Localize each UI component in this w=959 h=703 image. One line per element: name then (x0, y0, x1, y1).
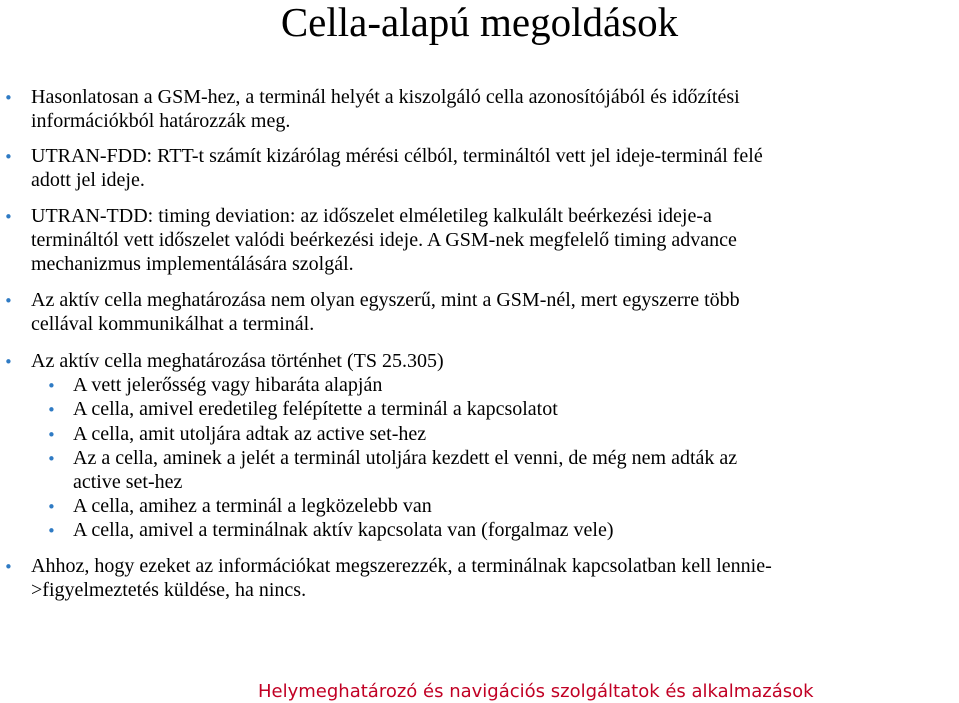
sub-bullet-marker: • (47, 522, 56, 540)
sub-item-6: A cella, amivel a terminálnak aktív kapcsolata van (forgalmaz vele) (73, 519, 614, 541)
sub-item-2: A cella, amivel eredetileg felépítette a terminál a kapcsolatot (73, 398, 558, 420)
sub-item-5: A cella, amihez a terminál a legközelebb van (73, 495, 432, 517)
bullet-4-line-1: Az aktív cella meghatározása nem olyan egyszerű, mint a GSM-nél, mert egyszerre több (31, 289, 740, 311)
bullet-marker: • (4, 353, 13, 371)
bullet-2-line-1: UTRAN-FDD: RTT-t számít kizárólag mérési célból, termináltól vett jel ideje-terminál felé (31, 145, 763, 167)
bullet-1-line-1: Hasonlatosan a GSM-hez, a terminál helyét a kiszolgáló cella azonosítójából és időzítési (31, 86, 740, 108)
bullet-3-line-1: UTRAN-TDD: timing deviation: az időszelet elméletileg kalkulált beérkezési ideje-a (31, 205, 712, 227)
bullet-marker: • (4, 558, 13, 576)
bullet-6-line-2: >figyelmeztetés küldése, ha nincs. (31, 579, 307, 601)
sub-bullet-marker: • (47, 498, 56, 516)
slide-title: Cella-alapú megoldások (280, 0, 679, 45)
bullet-marker: • (4, 292, 13, 310)
sub-bullet-marker: • (47, 401, 56, 419)
sub-item-4-line-2: active set-hez (73, 471, 183, 493)
bullet-5-line-1: Az aktív cella meghatározása történhet (TS 25.305) (31, 350, 444, 372)
bullet-marker: • (4, 208, 13, 226)
bullet-2-line-2: adott jel ideje. (31, 169, 145, 191)
sub-item-1: A vett jelerősség vagy hibaráta alapján (73, 374, 383, 396)
sub-item-3: A cella, amit utoljára adtak az active set-hez (73, 423, 427, 445)
sub-item-4-line-1: Az a cella, aminek a jelét a terminál utoljára kezdett el venni, de még nem adták az (73, 447, 738, 469)
footer-caption: Helymeghatározó és navigációs szolgáltatok és alkalmazások (258, 681, 814, 702)
bullet-3-line-3: mechanizmus implementálására szolgál. (31, 253, 354, 275)
bullet-1-line-2: információkból határozzák meg. (31, 110, 291, 132)
bullet-6-line-1: Ahhoz, hogy ezeket az információkat megszerezzék, a terminálnak kapcsolatban kell lennie- (31, 555, 772, 577)
bullet-marker: • (4, 89, 13, 107)
sub-bullet-marker: • (47, 426, 56, 444)
bullet-4-line-2: cellával kommunikálhat a terminál. (31, 313, 315, 335)
bullet-3-line-2: termináltól vett időszelet valódi beérkezési ideje. A GSM-nek megfelelő timing advance (31, 229, 737, 251)
bullet-marker: • (4, 148, 13, 166)
sub-bullet-marker: • (47, 377, 56, 395)
sub-bullet-marker: • (47, 450, 56, 468)
